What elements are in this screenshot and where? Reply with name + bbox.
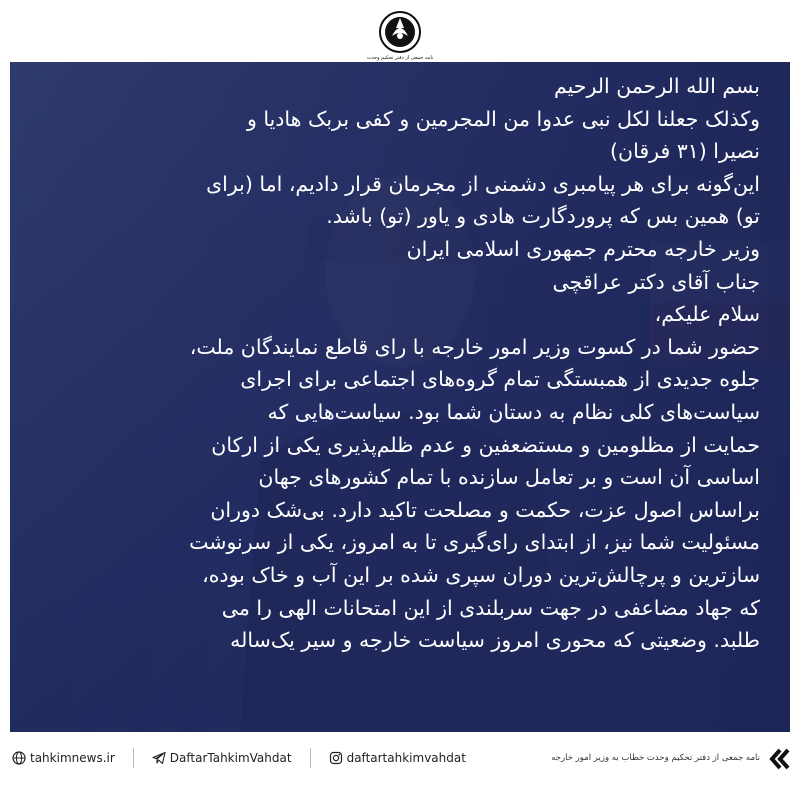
letter-line: سیاست‌های کلی نظام به دستان شما بود. سیاست‌هایی که (267, 399, 760, 424)
instagram-icon (329, 751, 343, 765)
letter-line: جلوه جدیدی از همبستگی تمام گروه‌های اجتماعی برای اجرای (240, 367, 760, 392)
letter-line: حمایت از مظلومین و مستضعفین و عدم ظلم‌پذیری یکی از ارکان (211, 432, 760, 457)
logo-caption: نامه جمعی از دفتر تحکیم وحدت (366, 55, 434, 61)
divider (310, 748, 311, 768)
letter-line: اساسی آن است و بر تعامل سازنده با تمام کشورهای جهان (258, 465, 760, 490)
letter-line: سازترین و پرچالش‌ترین دوران سپری شده بر این آب و خاک بوده، (202, 562, 760, 587)
letter-text (40, 70, 760, 722)
website-link[interactable] (12, 751, 115, 765)
letter-line: وکذلک جعلنا لکل نبی عدوا من المجرمین و کفی بربک هادیا و (246, 106, 760, 131)
telegram-icon (152, 751, 166, 765)
letter-line: که جهاد مضاعفی در جهت سربلندی از این امتحانات الهی را می (221, 595, 760, 620)
letter-line: جناب آقای دکتر عراقچی (552, 269, 760, 294)
globe-icon (12, 751, 26, 765)
emblem-icon (366, 6, 434, 62)
letter-line: تو) همین بس که پروردگارت هادی و یاور (تو) باشد. (326, 204, 760, 229)
letter-line: نصیرا (۳۱ فرقان) (610, 139, 760, 164)
divider (133, 748, 134, 768)
double-chevron-left-icon (766, 746, 792, 772)
social-links (12, 748, 466, 768)
letter-line: طلبد. وضعیتی که محوری امروز سیاست خارجه و سیر یک‌ساله (230, 628, 760, 653)
telegram-text: DaftarTahkimVahdat (169, 751, 292, 765)
letter-line: وزیر خارجه محترم جمهوری اسلامی ایران (406, 236, 760, 261)
letter-line: این‌گونه برای هر پیامبری دشمنی از مجرمان قرار دادیم، اما (برای (206, 171, 760, 196)
letter-line: بسم الله الرحمن الرحیم (553, 74, 760, 98)
footer (0, 738, 800, 784)
instagram-text: daftartahkimvahdat (346, 751, 466, 765)
letter-line: مسئولیت شما نیز، از ابتدای رای‌گیری تا به امروز، یکی از سرنوشت (189, 530, 760, 555)
letter-panel (10, 62, 790, 732)
footer-tagline: نامه جمعی از دفتر تحکیم وحدت خطاب به وزیر امور خارجه (551, 753, 760, 763)
letter-line: براساس اصول عزت، حکمت و مصلحت تاکید دارد. بی‌شک دوران (210, 497, 760, 522)
letter-line: حضور شما در کسوت وزیر امور خارجه با رای قاطع نمایندگان ملت، (189, 334, 760, 359)
telegram-link[interactable] (152, 751, 292, 765)
instagram-link[interactable] (329, 751, 466, 765)
website-text: tahkimnews.ir (30, 751, 115, 765)
organization-logo (366, 6, 434, 62)
letter-line: سلام علیکم، (654, 302, 760, 327)
